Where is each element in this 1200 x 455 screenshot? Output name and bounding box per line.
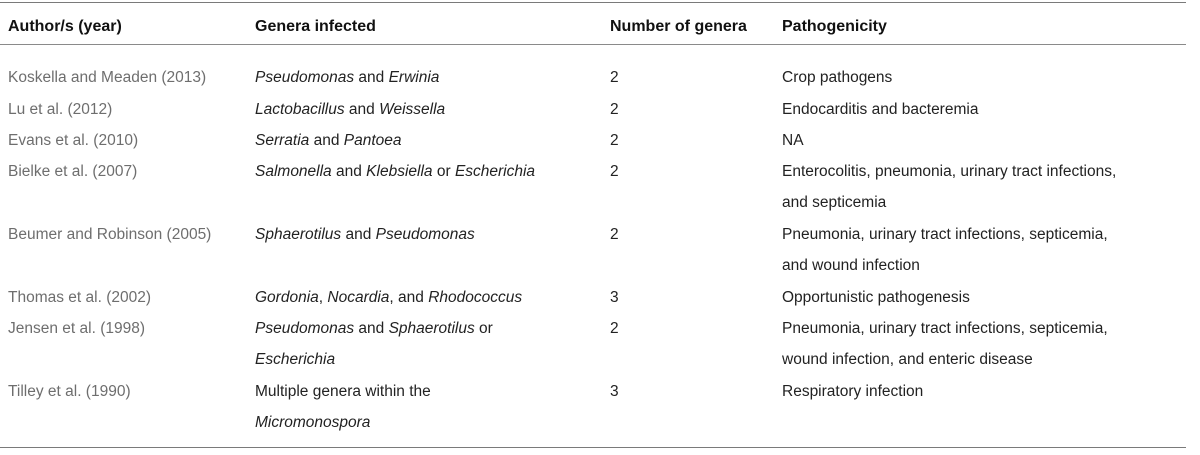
pathogenicity-line: NA bbox=[782, 132, 804, 149]
author-cell: Jensen et al. (1998) bbox=[8, 320, 146, 337]
pathogenicity-cell bbox=[782, 219, 1108, 281]
genera-connector: , and bbox=[389, 289, 429, 306]
genera-line bbox=[255, 313, 493, 344]
genus-name: Pseudomonas bbox=[255, 69, 355, 86]
author-cell: Koskella and Meaden (2013) bbox=[8, 69, 207, 86]
author-cell: Beumer and Robinson (2005) bbox=[8, 226, 212, 243]
genus-name: Erwinia bbox=[388, 69, 440, 86]
genera-connector: Multiple genera within the bbox=[255, 383, 431, 400]
pathogenicity-cell bbox=[782, 282, 970, 313]
header-author-year: Author/s (year) bbox=[8, 18, 122, 35]
pathogenicity-line: and wound infection bbox=[782, 257, 920, 274]
header-pathogenicity: Pathogenicity bbox=[782, 18, 887, 35]
genus-name: Nocardia bbox=[327, 289, 390, 306]
pathogenicity-line: and septicemia bbox=[782, 194, 887, 211]
genera-connector: , bbox=[318, 289, 328, 306]
genera-line bbox=[255, 94, 445, 125]
table-bottom-rule bbox=[0, 447, 1186, 448]
number-of-genera-cell: 2 bbox=[610, 132, 619, 149]
genera-connector: and bbox=[354, 69, 389, 86]
number-of-genera-cell: 2 bbox=[610, 163, 619, 180]
pathogenicity-cell bbox=[782, 125, 804, 156]
genera-cell bbox=[255, 313, 493, 375]
number-of-genera-cell: 2 bbox=[610, 101, 619, 118]
number-of-genera-cell: 3 bbox=[610, 383, 619, 400]
table-top-rule bbox=[0, 2, 1186, 3]
genera-connector: or bbox=[474, 320, 493, 337]
pathogenicity-line: Endocarditis and bacteremia bbox=[782, 101, 979, 118]
genera-connector: and bbox=[331, 163, 367, 180]
number-of-genera-cell: 2 bbox=[610, 226, 619, 243]
genus-name: Pseudomonas bbox=[375, 226, 475, 243]
pathogenicity-line: Respiratory infection bbox=[782, 383, 924, 400]
author-cell: Tilley et al. (1990) bbox=[8, 383, 131, 400]
genera-cell bbox=[255, 62, 439, 93]
genus-name: Micromonospora bbox=[255, 414, 371, 431]
genera-line bbox=[255, 62, 439, 93]
pathogenicity-line: Pneumonia, urinary tract infections, septicemia, bbox=[782, 226, 1108, 243]
genera-cell bbox=[255, 156, 535, 187]
pathogenicity-line: Pneumonia, urinary tract infections, septicemia, bbox=[782, 320, 1108, 337]
genus-name: Escherichia bbox=[255, 351, 336, 368]
genera-line bbox=[255, 282, 522, 313]
genera-line bbox=[255, 376, 431, 407]
genera-line bbox=[255, 344, 493, 375]
genus-name: Weissella bbox=[379, 101, 446, 118]
number-of-genera-cell: 2 bbox=[610, 320, 619, 337]
genera-cell bbox=[255, 94, 445, 125]
pathogenicity-cell bbox=[782, 156, 1116, 218]
number-of-genera-cell: 2 bbox=[610, 69, 619, 86]
genus-name: Klebsiella bbox=[366, 163, 433, 180]
genus-name: Salmonella bbox=[255, 163, 332, 180]
genera-connector: and bbox=[344, 101, 380, 118]
pathogenicity-line: Enterocolitis, pneumonia, urinary tract infections, bbox=[782, 163, 1117, 180]
pathogenicity-cell bbox=[782, 376, 923, 407]
table-header-row bbox=[0, 18, 1186, 42]
number-of-genera-cell: 3 bbox=[610, 289, 619, 306]
genera-cell bbox=[255, 125, 402, 156]
author-cell: Thomas et al. (2002) bbox=[8, 289, 152, 306]
genera-connector: and bbox=[354, 320, 389, 337]
genera-line bbox=[255, 407, 431, 438]
genera-connector: and bbox=[341, 226, 376, 243]
header-genera-infected: Genera infected bbox=[255, 18, 376, 35]
genera-line bbox=[255, 219, 475, 250]
genera-cell bbox=[255, 219, 475, 250]
genus-name: Sphaerotilus bbox=[388, 320, 475, 337]
pathogenicity-cell bbox=[782, 62, 892, 93]
genus-name: Pseudomonas bbox=[255, 320, 355, 337]
genus-name: Rhodococcus bbox=[428, 289, 523, 306]
genera-cell bbox=[255, 376, 431, 438]
genus-name: Gordonia bbox=[255, 289, 319, 306]
genus-name: Serratia bbox=[255, 132, 310, 149]
genus-name: Sphaerotilus bbox=[255, 226, 342, 243]
author-cell: Evans et al. (2010) bbox=[8, 132, 139, 149]
genera-line bbox=[255, 156, 535, 187]
author-cell: Lu et al. (2012) bbox=[8, 101, 113, 118]
pathogenicity-line: wound infection, and enteric disease bbox=[782, 351, 1033, 368]
genera-connector: or bbox=[432, 163, 455, 180]
genus-name: Escherichia bbox=[454, 163, 536, 180]
genera-connector: and bbox=[309, 132, 344, 149]
pathogenicity-line: Crop pathogens bbox=[782, 69, 893, 86]
header-number-of-genera: Number of genera bbox=[610, 18, 747, 35]
pathogenicity-cell bbox=[782, 94, 978, 125]
genera-cell bbox=[255, 282, 522, 313]
pathogenicity-cell bbox=[782, 313, 1108, 375]
genus-name: Lactobacillus bbox=[255, 101, 345, 118]
genus-name: Pantoea bbox=[343, 132, 402, 149]
pathogenicity-line: Opportunistic pathogenesis bbox=[782, 289, 970, 306]
genera-line bbox=[255, 125, 402, 156]
table-header-rule bbox=[0, 44, 1186, 45]
author-cell: Bielke et al. (2007) bbox=[8, 163, 138, 180]
